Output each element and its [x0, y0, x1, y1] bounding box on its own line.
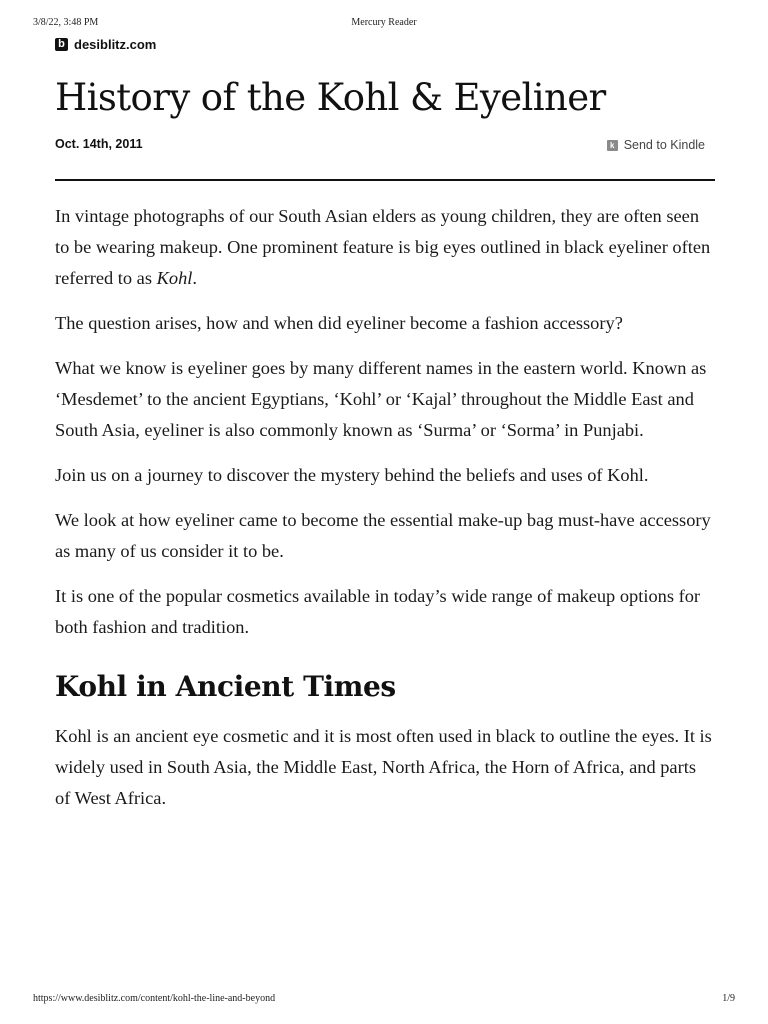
header-divider	[55, 179, 715, 181]
kindle-icon: k	[607, 140, 618, 151]
print-datetime: 3/8/22, 3:48 PM	[33, 17, 99, 28]
article-body	[55, 201, 715, 828]
paragraph-1-emphasis: Kohl	[156, 268, 193, 288]
paragraph-7: Kohl is an ancient eye cosmetic and it is most often used in black to outline the eyes. It is widely used in South Asia, the Middle East, North Africa, the Horn of Africa, and parts of West Africa.	[55, 726, 712, 808]
paragraph-1-text: In vintage photographs of our South Asian elders as young children, they are often seen to be wearing makeup. One prominent feature is big eyes outlined in black eyeliner often referred to as	[55, 206, 711, 288]
article-meta	[55, 137, 705, 157]
section-heading: Kohl in Ancient Times	[55, 670, 396, 703]
article-title: History of the Kohl & Eyeliner	[55, 76, 606, 119]
send-to-kindle-button[interactable]	[607, 138, 705, 152]
paragraph-1	[55, 201, 715, 294]
paragraph-3: What we know is eyeliner goes by many different names in the eastern world. Known as ‘Mesdemet’ to the ancient Egyptians, ‘Kohl’ or ‘Kajal’ throughout the Middle East and South Asia, eyeliner is also commonly known as ‘Surma’ or ‘Sorma’ in Punjabi.	[55, 358, 707, 440]
site-name: desiblitz.com	[74, 37, 157, 52]
paragraph-2: The question arises, how and when did eyeliner become a fashion accessory?	[55, 313, 623, 333]
paragraph-1-end: .	[192, 268, 197, 288]
paragraph-6: It is one of the popular cosmetics available in today’s wide range of makeup options for both fashion and tradition.	[55, 586, 701, 637]
paragraph-4: Join us on a journey to discover the mystery behind the beliefs and uses of Kohl.	[55, 465, 649, 485]
article-date: Oct. 14th, 2011	[55, 137, 143, 151]
site-logo-icon: b	[55, 38, 68, 51]
print-page-number: 1/9	[722, 993, 735, 1004]
site-brand[interactable]	[55, 37, 156, 52]
print-app-title: Mercury Reader	[351, 17, 417, 28]
print-header	[0, 17, 768, 31]
print-url: https://www.desiblitz.com/content/kohl-the-line-and-beyond	[33, 993, 276, 1004]
paragraph-5: We look at how eyeliner came to become the essential make-up bag must-have accessory as many of us consider it to be.	[55, 510, 711, 561]
send-to-kindle-label: Send to Kindle	[623, 138, 705, 152]
print-footer	[0, 993, 768, 1007]
